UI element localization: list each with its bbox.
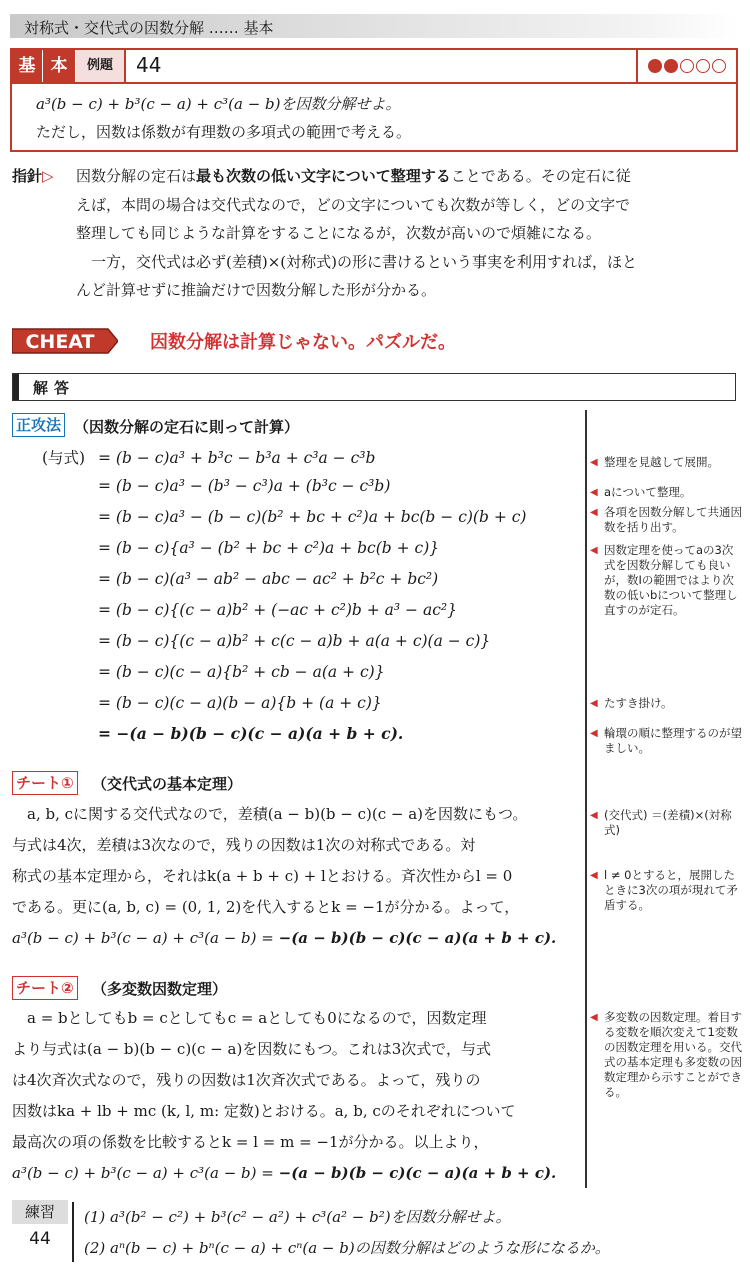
note-arrow-icon: ◀ — [590, 1012, 598, 1023]
equation-step — [42, 446, 375, 468]
hint-line-5: んど計算せずに推論だけで因数分解した形が分かる。 — [76, 281, 437, 299]
hint-section — [12, 162, 736, 305]
equation-step — [42, 663, 385, 681]
hint-text: 因数分解の定石は — [76, 167, 197, 185]
method-tag-standard: 正攻法 — [12, 413, 65, 437]
equation-rhs: = (b − c)a³ − (b³ − c³)a + (b³c − c³b) — [98, 477, 391, 495]
cheat-tag-label: CHEAT — [25, 331, 95, 353]
section-title: 対称式・交代式の因数分解 …… 基本 — [24, 19, 274, 37]
result-bold: −(a − b)(b − c)(c − a)(a + b + c). — [278, 1164, 557, 1182]
equation-step — [42, 477, 390, 495]
equation-rhs: = −(a − b)(b − c)(c − a)(a + b + c). — [98, 724, 404, 743]
equation-step — [42, 508, 526, 526]
note-text: l ≠ 0とすると，展開したときに3次の項が現れて矛盾する。 — [604, 868, 738, 912]
hint-line-2: えば，本問の場合は交代式なので，どの文字についても次数が等しく，どの文字で — [76, 195, 631, 214]
cheat2-line: a = bとしてもb = cとしてもc = aとしても0になるので，因数定理 — [27, 1009, 487, 1027]
example-problem — [36, 90, 726, 146]
equation-step — [42, 632, 490, 650]
problem-line-2: ただし，因数は係数が有理数の多項式の範囲で考える。 — [36, 123, 412, 141]
example-box — [10, 48, 738, 152]
problem-line-1: a³(b − c) + b³(c − a) + c³(a − b)を因数分解せよ。 — [36, 95, 401, 113]
note-text: aについて整理。 — [604, 485, 692, 499]
cheat2-title: （多変数因数定理） — [92, 980, 228, 998]
hint-text: ことである。その定石に従 — [450, 167, 631, 185]
cheat-tag-2: チート② — [12, 976, 78, 1000]
equation-rhs: = (b − c){(c − a)b² + c(c − a)b + a(a + c)(a − c)} — [98, 632, 491, 650]
equation-rhs: = (b − c)(a³ − ab² − abc − ac² + b²c + bc²) — [98, 570, 439, 588]
result-bold: −(a − b)(b − c)(c − a)(a + b + c). — [278, 929, 557, 947]
side-note — [592, 696, 742, 711]
filled-circle-icon — [648, 59, 662, 73]
cheat2-line: 因数はka + lb + mc (k, l, m: 定数)とおける。a, b, cのそれぞれについて — [12, 1102, 516, 1120]
note-arrow-icon: ◀ — [590, 698, 598, 709]
cheat-message: 因数分解は計算じゃない。パズルだ。 — [150, 332, 456, 353]
practice-number: 44 — [29, 1229, 51, 1249]
basic-badge-2: 本 — [43, 50, 75, 82]
cheat2-note — [592, 1010, 742, 1100]
note-arrow-icon: ◀ — [590, 507, 598, 518]
cheat1-line: である。更に(a, b, c) = (0, 1, 2)を代入するとk = −1が分かる。よって， — [12, 898, 520, 916]
answer-label: 解答 — [33, 379, 76, 397]
note-arrow-icon: ◀ — [590, 545, 598, 556]
triangle-arrow-icon: ▷ — [42, 167, 54, 185]
equation-rhs: = (b − c)(c − a)(b − a){b + (a + c)} — [98, 694, 382, 712]
equation-rhs: = (b − c)a³ + b³c − b³a + c³a − c³b — [98, 449, 376, 467]
side-note — [592, 505, 742, 535]
note-arrow-icon: ◀ — [590, 487, 598, 498]
note-text: 各項を因数分解して共通因数を括り出す。 — [604, 505, 742, 534]
note-arrow-icon: ◀ — [590, 870, 598, 881]
note-arrow-icon: ◀ — [590, 810, 598, 821]
hint-label — [12, 162, 54, 191]
note-text: 因数定理を使ってaの3次式を因数分解しても良いが，数Iの範囲ではより次数の低いbについて整理し直すのが定石。 — [604, 543, 738, 617]
note-text: たすき掛け。 — [604, 696, 673, 710]
note-text: 多変数の因数定理。着目する変数を順次変えて1変数の因数定理を用いる。交代式の基本定理も多変数の因数定理から示すことができる。 — [604, 1010, 742, 1099]
hint-emphasis: 最も次数の低い文字について整理する — [196, 167, 451, 185]
hint-line-3: 整理しても同じような計算をすることになるが，次数が高いので煩雑になる。 — [76, 224, 602, 242]
empty-circle-icon — [696, 59, 710, 73]
equation-rhs: = (b − c){a³ − (b² + bc + c²)a + bc(b + c)} — [98, 539, 440, 557]
note-arrow-icon: ◀ — [590, 457, 598, 468]
cheat1-note-2 — [592, 868, 742, 913]
side-note — [592, 726, 742, 756]
note-arrow-icon: ◀ — [590, 728, 598, 739]
practice-item-2: (2) aⁿ(b − c) + bⁿ(c − a) + cⁿ(a − b)の因数分解はどのような形になるか。 — [84, 1239, 610, 1257]
result-text: a³(b − c) + b³(c − a) + c³(a − b) = — [12, 1164, 279, 1182]
answer-bar — [13, 374, 19, 400]
cheat1-note-1 — [592, 808, 742, 838]
equation-step — [42, 570, 438, 588]
note-text: 整理を見越して展開。 — [604, 455, 719, 469]
cheat2-line: は4次斉次式なので，残りの因数は1次斉次式である。よって，残りの — [12, 1071, 481, 1089]
side-note — [592, 543, 742, 618]
cheat1-line: 与式は4次，差積は3次なので，残りの因数は1次の対称式である。対 — [12, 836, 476, 854]
side-note — [592, 485, 742, 500]
cheat1-line: a, b, cに関する交代式なので，差積(a − b)(b − c)(c − a)を因数にもつ。 — [27, 805, 528, 823]
cheat2-body — [12, 1003, 578, 1189]
column-divider — [585, 410, 587, 1188]
filled-circle-icon — [664, 59, 678, 73]
result-text: a³(b − c) + b³(c − a) + c³(a − b) = — [12, 929, 279, 947]
practice-divider — [72, 1202, 74, 1262]
equation-step — [42, 694, 382, 712]
cheat2-line: 最高次の項の係数を比較するとk = l = m = −1が分かる。以上より， — [12, 1133, 489, 1151]
basic-badge-1: 基 — [12, 50, 42, 82]
hint-label-text: 指針 — [12, 167, 43, 185]
answer-header — [12, 373, 736, 401]
cheat2-line: より与式は(a − b)(b − c)(c − a)を因数にもつ。これは3次式で，与式 — [12, 1040, 491, 1058]
hint-body — [76, 162, 736, 305]
cheat1-result — [12, 923, 578, 954]
difficulty-rating — [636, 50, 736, 82]
equation-step — [42, 724, 403, 743]
hint-text: 一方，交代式は必ず(差積)×(対称式)の形に書けるという事実を利用すれば，ほと — [91, 252, 637, 271]
method-title: （因数分解の定石に則って計算） — [74, 418, 300, 436]
empty-circle-icon — [680, 59, 694, 73]
practice-item-1: (1) a³(b² − c²) + b³(c² − a²) + c³(a² − b²)を因数分解せよ。 — [84, 1208, 511, 1226]
note-text: (交代式) ＝(差積)×(対称式) — [604, 808, 732, 837]
equation-rhs: = (b − c)(c − a){b² + cb − a(a + c)} — [98, 663, 385, 681]
hint-line-4 — [76, 248, 736, 277]
equation-step — [42, 539, 439, 557]
equation-rhs: = (b − c){(c − a)b² + (−ac + c²)b + a³ − ac²} — [98, 601, 457, 619]
example-label: 例題 — [76, 50, 126, 82]
cheat2-result — [12, 1158, 578, 1189]
equation-step — [42, 601, 457, 619]
practice-items — [84, 1202, 610, 1264]
example-header — [12, 50, 736, 84]
practice-box — [12, 1200, 738, 1268]
cheat-tag — [12, 327, 118, 355]
hint-line-1 — [76, 162, 736, 191]
cheat1-title: （交代式の基本定理） — [92, 775, 243, 793]
practice-label: 練習 — [12, 1200, 68, 1224]
example-number: 44 — [136, 53, 162, 77]
side-note — [592, 455, 742, 470]
cheat1-body — [12, 799, 578, 954]
section-header — [10, 14, 738, 38]
empty-circle-icon — [712, 59, 726, 73]
cheat1-line: 称式の基本定理から，それはk(a + b + c) + lとおける。斉次性からl = 0 — [12, 867, 513, 885]
cheat-tag-1: チート① — [12, 771, 78, 795]
note-text: 輪環の順に整理するのが望ましい。 — [604, 726, 742, 755]
equation-rhs: = (b − c)a³ − (b − c)(b² + bc + c²)a + bc(b − c)(b + c) — [98, 508, 527, 526]
equation-lhs: (与式) — [42, 449, 86, 467]
